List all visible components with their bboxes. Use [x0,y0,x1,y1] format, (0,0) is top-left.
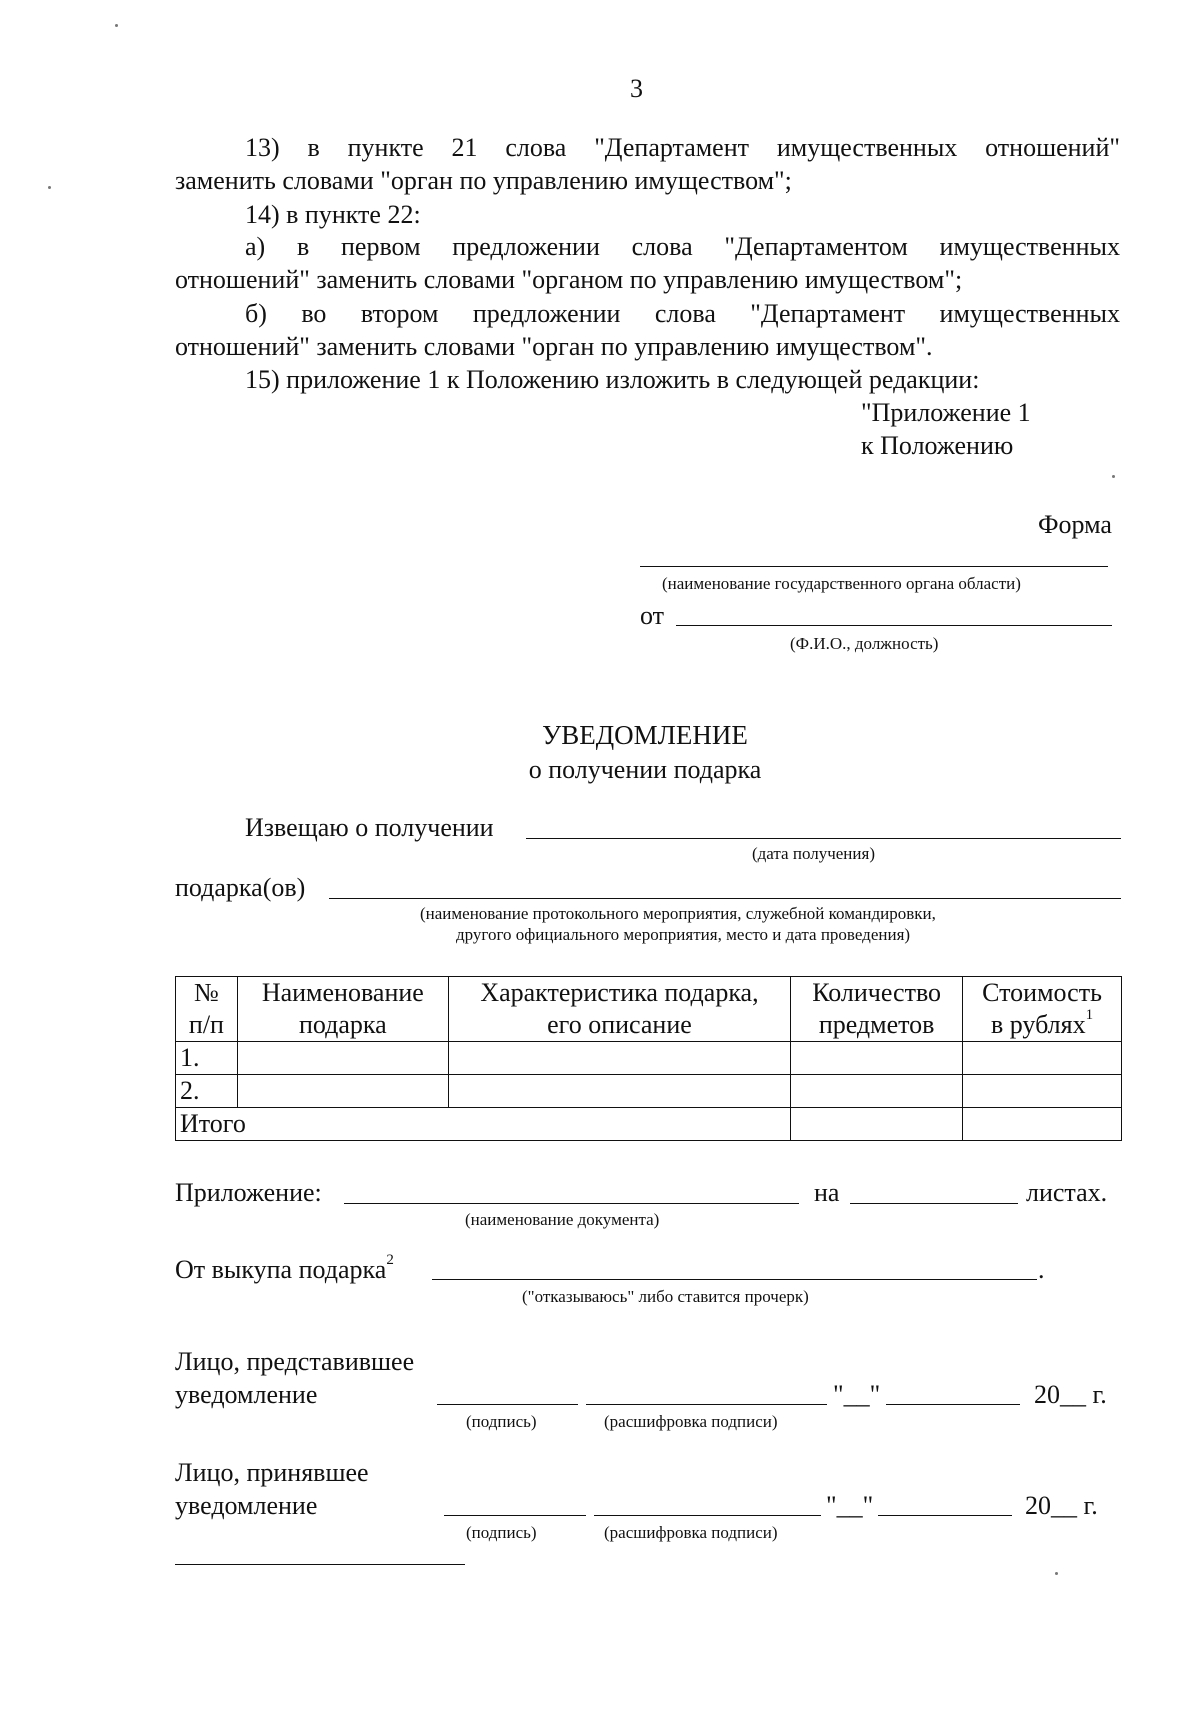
scan-speck [48,186,51,189]
accepted-day: "__" [826,1491,874,1520]
cell-cost [963,1075,1122,1108]
buyout-line [432,1279,1037,1280]
item-14a-line-1: а) в первом предложении слова "Департаментом имущественных [245,232,1120,261]
item-13-line-1: 13) в пункте 21 слова "Департамент имущественных отношений" [245,133,1120,162]
scan-speck [115,24,118,27]
notify-label: Извещаю о получении [245,813,494,842]
organ-name-caption: (наименование государственного органа области) [662,574,1021,593]
submitted-day: "__" [833,1380,881,1409]
row-number: 2. [176,1075,238,1108]
scan-speck [1055,1572,1058,1575]
page-number: 3 [630,74,643,103]
fio-caption: (Ф.И.О., должность) [790,634,939,653]
table-row [176,1075,1122,1108]
row-number: 1. [176,1042,238,1075]
accepted-year: 20__ г. [1025,1491,1098,1520]
accepted-signature-line [444,1515,586,1516]
gift-table [175,976,1122,1141]
buyout-label [175,1253,394,1286]
cell-gift-name [237,1042,448,1075]
header-gift-description: Характеристика подарка, его описание [448,977,790,1042]
buyout-label-text: От выкупа подарка [175,1255,387,1284]
accepted-by-line-1: Лицо, принявшее [175,1458,369,1487]
submitted-year: 20__ г. [1034,1380,1107,1409]
submitted-month-line [886,1404,1020,1405]
cell-quantity [791,1042,963,1075]
submitted-signature-line [437,1404,578,1405]
item-14a-line-2: отношений" заменить словами "органом по управлению имуществом"; [175,265,963,294]
table-header-row [176,977,1122,1042]
item-14b-line-2: отношений" заменить словами "орган по управлению имуществом". [175,332,933,361]
notice-subtitle: о получении подарка [528,755,762,784]
cost-footnote: 1 [1085,1007,1094,1024]
accepted-by-line-2: уведомление [175,1491,318,1520]
item-15: 15) приложение 1 к Положению изложить в следующей редакции: [245,365,980,394]
fio-line [676,625,1112,626]
item-14: 14) в пункте 22: [245,200,421,229]
accepted-decode-caption: (расшифровка подписи) [604,1523,778,1542]
scan-speck [1112,475,1115,478]
item-14b-line-1: б) во втором предложении слова "Департамент имущественных [245,299,1120,328]
table-row [176,1042,1122,1075]
accepted-decode-line [594,1515,821,1516]
buyout-caption: ("отказываюсь" либо ставится прочерк) [522,1287,809,1306]
attachment-sheets-label: листах. [1026,1178,1108,1207]
attachment-caption: (наименование документа) [465,1210,660,1229]
cell-gift-description [448,1075,790,1108]
header-gift-name: Наименование подарка [237,977,448,1042]
submitted-decode-line [586,1404,827,1405]
notice-title: УВЕДОМЛЕНИЕ [542,720,748,750]
cell-gift-name [237,1075,448,1108]
footnote-separator [175,1564,465,1565]
header-quantity: Количество предметов [791,977,963,1042]
event-line [329,898,1121,899]
receipt-date-line [526,838,1121,839]
cell-gift-description [448,1042,790,1075]
attachment-label: Приложение: [175,1178,322,1207]
submitted-decode-caption: (расшифровка подписи) [604,1412,778,1431]
form-label: Форма [1038,510,1112,539]
cell-quantity [791,1075,963,1108]
buyout-end: . [1038,1255,1045,1284]
appendix-line-1: "Приложение 1 [861,398,1031,427]
cell-cost [963,1042,1122,1075]
event-caption-line-2: другого официального мероприятия, место и дата проведения) [456,925,911,944]
from-label: от [640,601,665,630]
submitted-signature-caption: (подпись) [466,1412,537,1431]
event-caption-line-1: (наименование протокольного мероприятия, служебной командировки, [420,904,936,923]
accepted-month-line [878,1515,1012,1516]
receipt-date-caption: (дата получения) [752,844,875,863]
header-number: № п/п [176,977,238,1042]
appendix-line-2: к Положению [861,431,1014,460]
submitted-by-line-1: Лицо, представившее [175,1347,415,1376]
total-cost [963,1108,1122,1141]
gifts-label: подарка(ов) [175,873,306,902]
submitted-by-line-2: уведомление [175,1380,318,1409]
table-total-row [176,1108,1122,1141]
total-label: Итого [176,1108,791,1141]
accepted-signature-caption: (подпись) [466,1523,537,1542]
header-cost: Стоимость в рублях$^1$ [963,977,1122,1042]
attachment-on-label: на [814,1178,840,1207]
total-quantity [791,1108,963,1141]
attachment-document-line [344,1203,799,1204]
item-13-line-2: заменить словами "орган по управлению имуществом"; [175,166,792,195]
organ-name-line [640,566,1108,567]
attachment-sheets-line [850,1203,1018,1204]
buyout-footnote: 2 [386,1252,394,1269]
